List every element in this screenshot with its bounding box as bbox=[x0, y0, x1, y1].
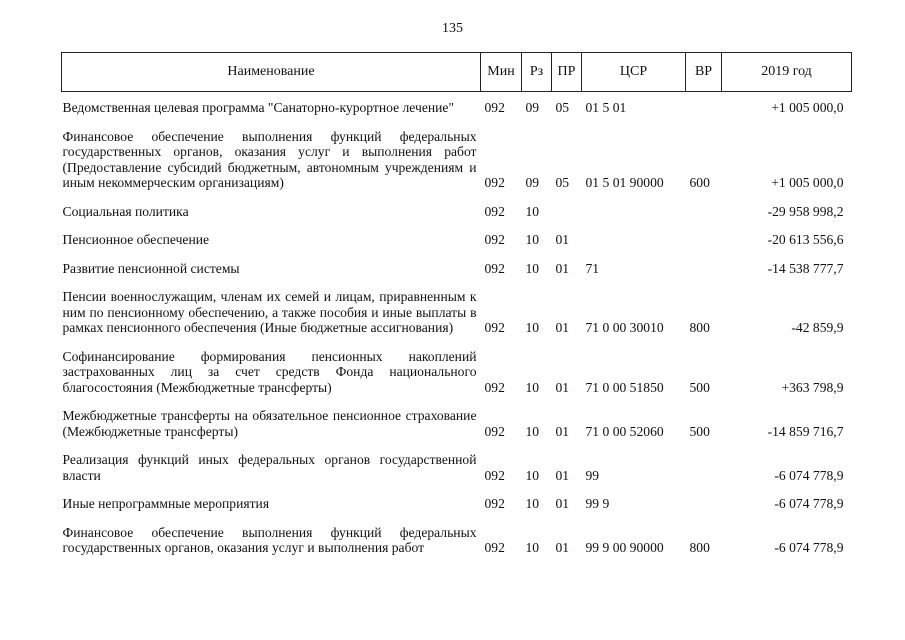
cell-amount: -6 074 778,9 bbox=[774, 467, 844, 483]
cell-csr: 71 bbox=[585, 260, 600, 276]
col-header-pr: ПР bbox=[552, 53, 582, 92]
cell-pr: 05 bbox=[555, 175, 570, 190]
col-header-vr: ВР bbox=[686, 53, 722, 92]
cell-vr bbox=[686, 261, 722, 282]
row-spacer bbox=[62, 281, 852, 289]
cell-min: 092 bbox=[484, 379, 505, 395]
cell-csr: 99 9 00 90000 bbox=[585, 540, 664, 555]
cell-vr bbox=[686, 496, 722, 517]
table-row bbox=[62, 129, 852, 196]
cell-vr bbox=[686, 452, 722, 488]
cell-vr bbox=[686, 204, 722, 225]
cell-amount: +1 005 000,0 bbox=[771, 100, 844, 115]
cell-name: Реализация функций иных федеральных органов государственной власти bbox=[62, 452, 477, 483]
row-spacer bbox=[62, 341, 852, 349]
cell-vr: 500 bbox=[689, 379, 710, 395]
cell-name: Софинансирование формирования пенсионных накоплений застрахованных лиц за счет средств Фонда национального благосостояния (Межбюджетные трансферты) bbox=[62, 348, 477, 395]
cell-name: Межбюджетные трансферты на обязательное пенсионное страхование (Межбюджетные трансферты) bbox=[62, 408, 477, 439]
col-header-csr: ЦСР bbox=[582, 53, 686, 92]
cell-csr: 71 0 00 52060 bbox=[585, 423, 664, 439]
row-spacer bbox=[62, 121, 852, 129]
cell-rz: 09 bbox=[525, 100, 540, 115]
cell-name: Пенсии военнослужащим, членам их семей и лицам, приравненным к ним по пенсионному обеспечению, а также пособия и иные выплаты в рамках пенсионного обеспечения (Иные бюджетные ассигнования) bbox=[62, 289, 477, 335]
row-spacer bbox=[62, 517, 852, 525]
cell-min: 092 bbox=[484, 540, 505, 555]
cell-rz: 10 bbox=[525, 423, 540, 439]
cell-csr bbox=[582, 232, 686, 253]
table-row bbox=[62, 261, 852, 282]
table-row bbox=[62, 525, 852, 561]
row-spacer bbox=[62, 224, 852, 232]
cell-rz: 10 bbox=[525, 496, 540, 511]
table-header bbox=[62, 53, 852, 92]
cell-min: 092 bbox=[484, 423, 505, 439]
cell-csr: 01 5 01 bbox=[585, 100, 627, 115]
table-row bbox=[62, 496, 852, 517]
row-spacer bbox=[62, 92, 852, 101]
cell-rz: 10 bbox=[525, 320, 540, 335]
cell-rz: 10 bbox=[525, 203, 540, 219]
table-row bbox=[62, 100, 852, 121]
cell-vr: 500 bbox=[689, 423, 710, 439]
cell-name: Социальная политика bbox=[62, 203, 189, 219]
cell-name: Пенсионное обеспечение bbox=[62, 232, 210, 247]
page-number: 135 bbox=[442, 21, 463, 36]
cell-rz: 10 bbox=[525, 467, 540, 483]
row-spacer bbox=[62, 253, 852, 261]
cell-vr bbox=[686, 232, 722, 253]
row-spacer bbox=[62, 196, 852, 204]
cell-csr: 71 0 00 51850 bbox=[585, 379, 664, 395]
cell-name: Финансовое обеспечение выполнения функций федеральных государственных органов, оказания услуг и выполнения работ bbox=[62, 524, 477, 555]
row-spacer bbox=[62, 400, 852, 408]
cell-name: Иные непрограммные мероприятия bbox=[62, 496, 270, 511]
cell-amount: +1 005 000,0 bbox=[771, 175, 844, 190]
table-row bbox=[62, 452, 852, 488]
cell-amount: -20 613 556,6 bbox=[767, 232, 844, 247]
cell-min: 092 bbox=[484, 496, 505, 511]
cell-min: 092 bbox=[484, 203, 505, 219]
col-header-year: 2019 год bbox=[722, 53, 852, 92]
table-row bbox=[62, 408, 852, 444]
budget-table bbox=[61, 52, 852, 561]
cell-pr: 01 bbox=[555, 496, 570, 511]
cell-min: 092 bbox=[484, 100, 505, 115]
cell-csr: 99 bbox=[585, 467, 600, 483]
cell-pr: 01 bbox=[555, 320, 570, 335]
cell-pr: 01 bbox=[555, 232, 570, 247]
cell-csr: 71 0 00 30010 bbox=[585, 320, 664, 335]
cell-vr bbox=[686, 100, 722, 121]
cell-min: 092 bbox=[484, 467, 505, 483]
cell-name: Финансовое обеспечение выполнения функций федеральных государственных органов, оказания услуг и выполнения работ (Предоставление субсидий бюджетным, автономным учреждениям и иным некоммерческим организациям) bbox=[62, 128, 477, 190]
cell-amount: -29 958 998,2 bbox=[767, 203, 844, 219]
table-body bbox=[62, 92, 852, 561]
cell-amount: -42 859,9 bbox=[791, 320, 844, 335]
cell-vr: 600 bbox=[689, 175, 710, 190]
cell-vr: 800 bbox=[689, 540, 710, 555]
cell-name: Ведомственная целевая программа "Санаторно-курортное лечение" bbox=[62, 100, 454, 115]
cell-amount: -6 074 778,9 bbox=[774, 540, 844, 555]
cell-pr: 01 bbox=[555, 423, 570, 439]
cell-min: 092 bbox=[484, 260, 505, 276]
cell-csr: 99 9 bbox=[585, 496, 610, 511]
cell-min: 092 bbox=[484, 175, 505, 190]
col-header-name: Наименование bbox=[62, 53, 481, 92]
cell-min: 092 bbox=[484, 320, 505, 335]
row-spacer bbox=[62, 444, 852, 452]
cell-amount: -14 538 777,7 bbox=[767, 260, 844, 276]
header-row bbox=[62, 53, 852, 92]
cell-rz: 10 bbox=[525, 232, 540, 247]
cell-vr: 800 bbox=[689, 320, 710, 335]
table-row bbox=[62, 232, 852, 253]
cell-pr: 01 bbox=[555, 379, 570, 395]
cell-rz: 10 bbox=[525, 260, 540, 276]
cell-name: Развитие пенсионной системы bbox=[62, 260, 240, 276]
cell-amount: -6 074 778,9 bbox=[774, 496, 844, 511]
cell-rz: 10 bbox=[525, 540, 540, 555]
col-header-min: Мин bbox=[481, 53, 522, 92]
cell-pr: 05 bbox=[555, 100, 570, 115]
col-header-rz: Рз bbox=[522, 53, 552, 92]
cell-csr bbox=[582, 204, 686, 225]
cell-pr: 01 bbox=[555, 467, 570, 483]
cell-rz: 10 bbox=[525, 379, 540, 395]
cell-pr: 01 bbox=[555, 260, 570, 276]
cell-amount: +363 798,9 bbox=[781, 379, 844, 395]
table-row bbox=[62, 204, 852, 225]
cell-min: 092 bbox=[484, 232, 505, 247]
cell-pr bbox=[552, 204, 582, 225]
cell-amount: -14 859 716,7 bbox=[767, 423, 844, 439]
cell-pr: 01 bbox=[555, 540, 570, 555]
cell-rz: 09 bbox=[525, 175, 540, 190]
row-spacer bbox=[62, 488, 852, 496]
cell-csr: 01 5 01 90000 bbox=[585, 175, 664, 190]
table-row bbox=[62, 289, 852, 341]
table-row bbox=[62, 349, 852, 401]
